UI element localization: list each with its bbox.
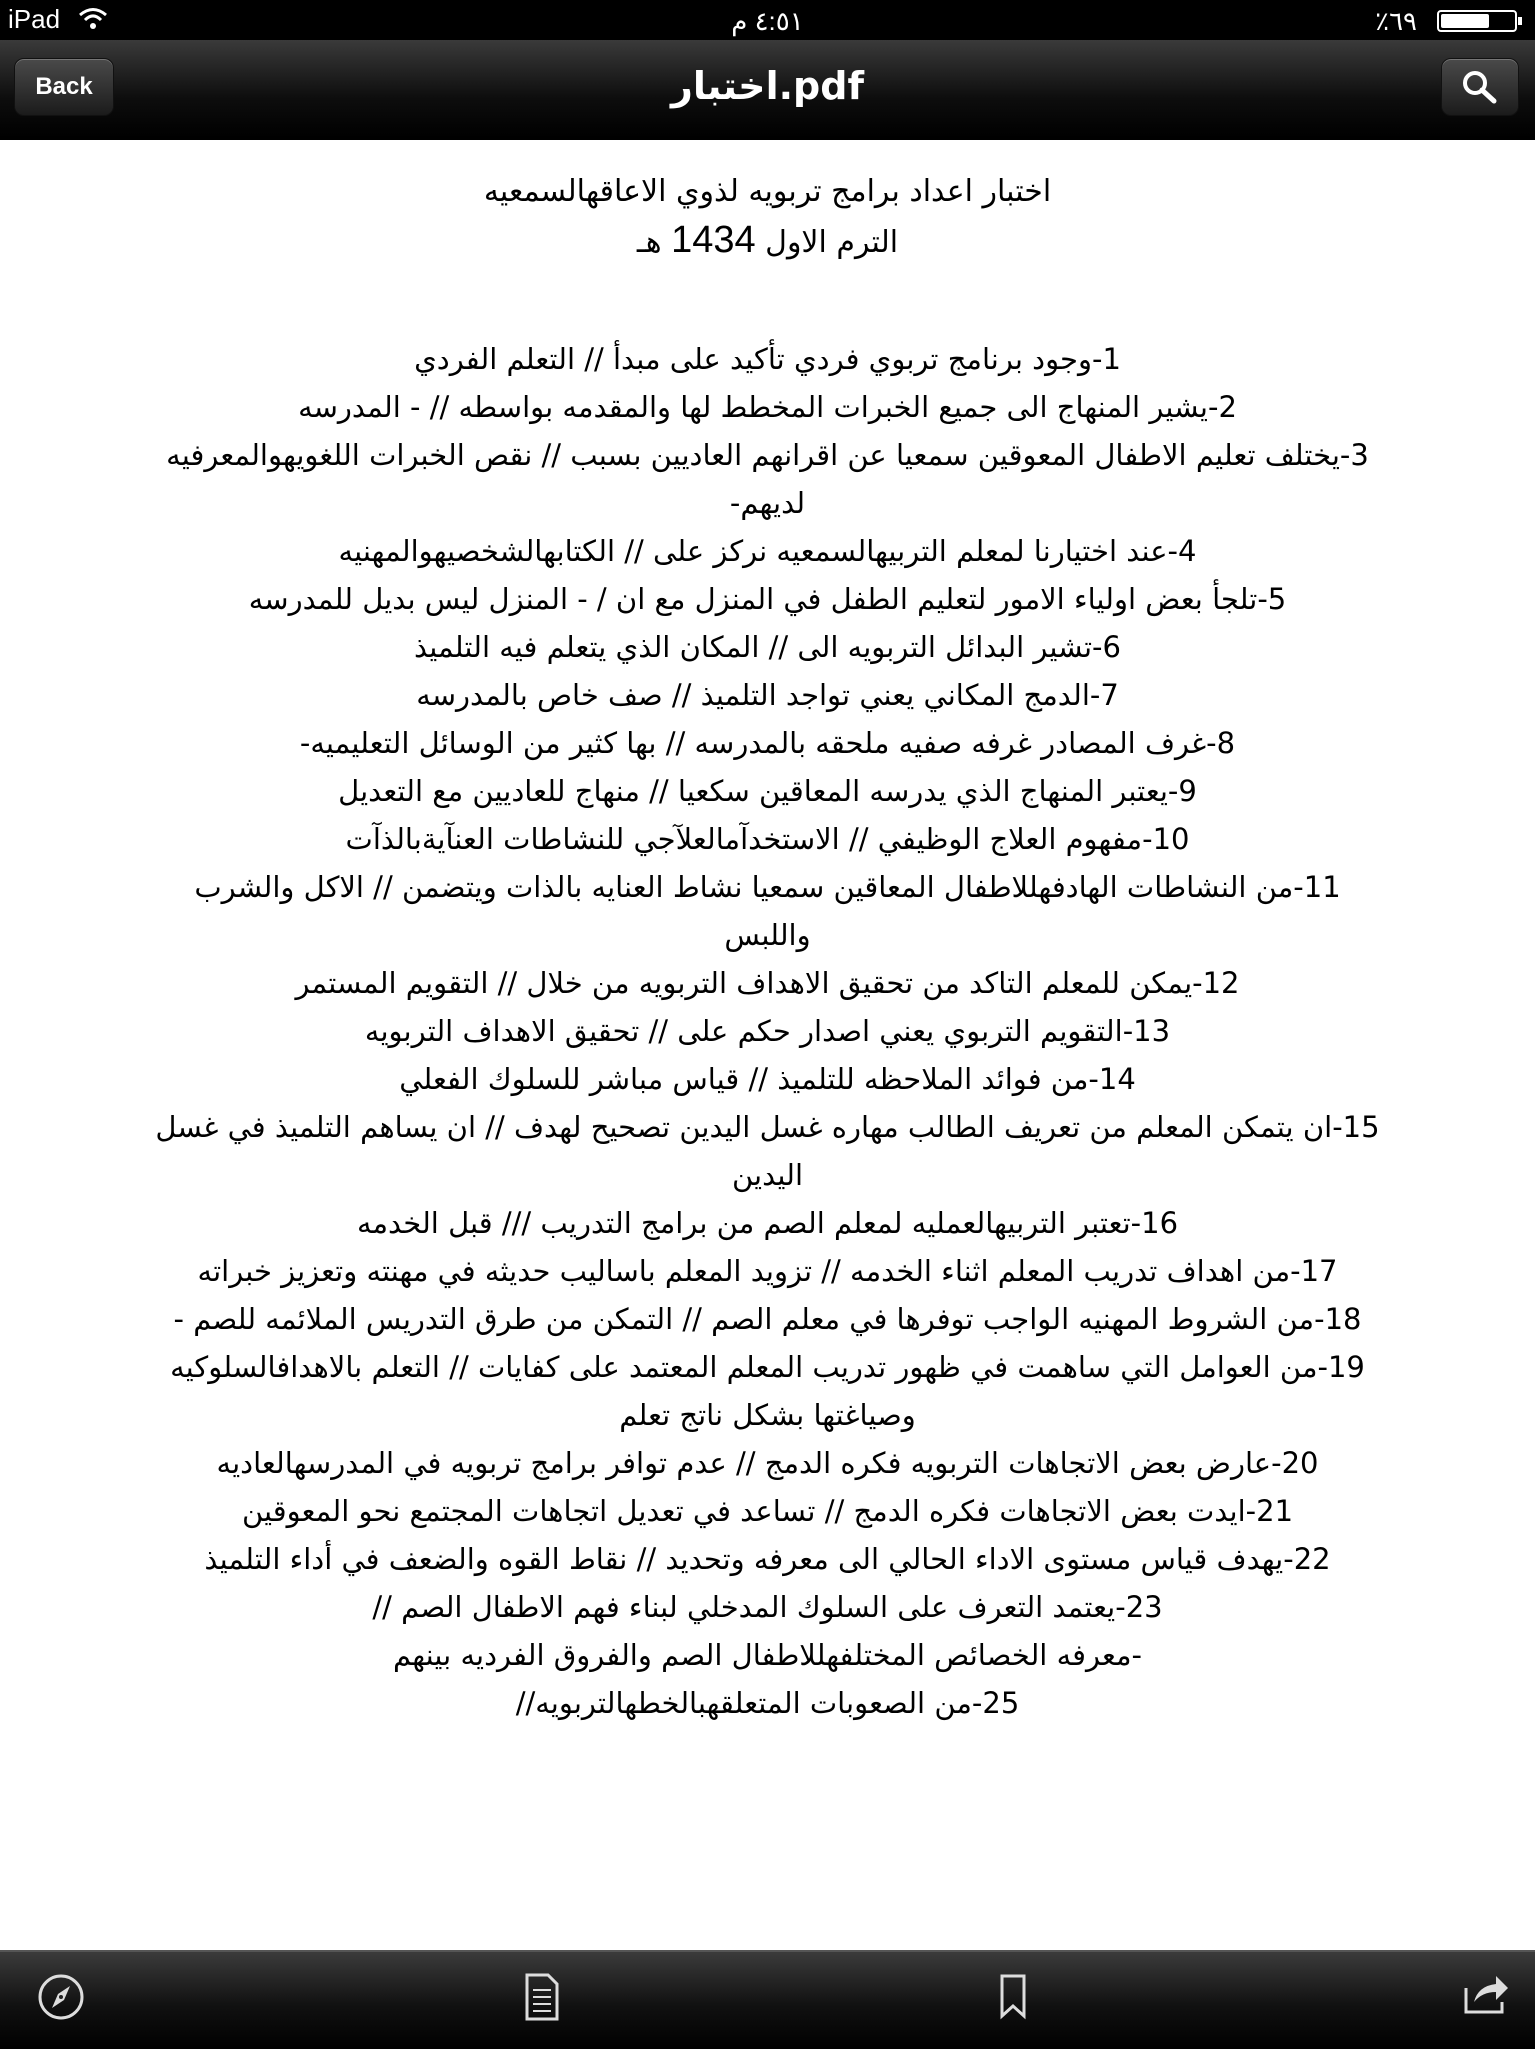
question-item: 12-يمكن للمعلم التاكد من تحقيق الاهداف التربويه من خلال // التقويم المستمر: [295, 966, 1240, 1000]
question-item: 2-يشير المنهاج الى جميع الخبرات المخطط لها والمقدمه بواسطه // - المدرسه: [298, 390, 1237, 424]
navigation-bar: [0, 40, 1535, 140]
question-item: 13-التقويم التربوي يعني اصدار حكم على // تحقيق الاهداف التربويه: [364, 1014, 1171, 1048]
question-item: 1-وجود برنامج تربوي فردي تأكيد على مبدأ // التعلم الفردي: [414, 342, 1121, 376]
battery-percentage: ٪٦٩: [1375, 6, 1417, 36]
question-item: 18-من الشروط المهنيه الواجب توفرها في معلم الصم // التمكن من طرق التدريس الملائمه للصم -: [173, 1302, 1362, 1336]
question-item: 3-يختلف تعليم الاطفال المعوقين سمعيا عن اقرانهم العاديين بسبب // نقص الخبرات اللغويهوالمعرفيه لديهم-: [166, 438, 1369, 520]
question-item: -معرفه الخصائص المختلفهللاطفال الصم والفروق الفرديه بينهم: [393, 1638, 1142, 1672]
question-item: 8-غرف المصادر غرفه صفيه ملحقه بالمدرسه // بها كثير من الوسائل التعليميه-: [299, 726, 1236, 760]
question-item: 16-تعتبر التربيهالعمليه لمعلم الصم من برامج التدريب /// قبل الخدمه: [356, 1206, 1179, 1240]
question-list: [0, 335, 1535, 1727]
search-button[interactable]: [1441, 58, 1519, 116]
device-name: iPad: [8, 4, 61, 34]
battery-fill: [1441, 14, 1489, 28]
question-item: 20-عارض بعض الاتجاهات التربويه فكره الدمج // عدم توافر برامج تربويه في المدرسهالعاديه: [216, 1446, 1319, 1480]
document-icon[interactable]: [524, 1972, 560, 2022]
question-item: 5-تلجأ بعض اولياء الامور لتعليم الطفل في المنزل مع ان / - المنزل ليس بديل للمدرسه: [248, 582, 1287, 616]
bottom-toolbar: [0, 1950, 1535, 2049]
question-item: 9-يعتبر المنهاج الذي يدرسه المعاقين سكعيا // منهاج للعاديين مع التعديل: [338, 774, 1197, 808]
question-item: 6-تشير البدائل التربويه الى // المكان الذي يتعلم فيه التلميذ: [414, 630, 1121, 664]
status-time: ٤:٥١ م: [731, 6, 804, 36]
question-item: 23-يعتمد التعرف على السلوك المدخلي لبناء فهم الاطفال الصم //: [372, 1590, 1163, 1624]
status-bar: [0, 0, 1535, 40]
document-heading: [0, 168, 1535, 267]
search-icon: [1460, 69, 1500, 105]
question-item: 10-مفهوم العلاج الوظيفي // الاستخدآمالعلآجي للنشاطات العنآيةبالذآت: [345, 822, 1190, 856]
question-item: 7-الدمج المكاني يعني تواجد التلميذ // صف خاص بالمدرسه: [416, 678, 1119, 712]
pdf-document-view[interactable]: [0, 140, 1535, 1950]
share-icon[interactable]: [1462, 1972, 1510, 2016]
question-item: 4-عند اختيارنا لمعلم التربيهالسمعيه نركز على // الكتابهالشخصيهوالمهنيه: [338, 534, 1197, 568]
question-item: 19-من العوامل التي ساهمت في ظهور تدريب المعلم المعتمد على كفايات // التعلم بالاهدافالسلوكيه وصياغتها بشكل ناتج تعلم: [170, 1350, 1365, 1432]
question-item: 21-ايدت بعض الاتجاهات فكره الدمج // تساعد في تعديل اتجاهات المجتمع نحو المعوقين: [241, 1494, 1294, 1528]
battery-nub: [1518, 17, 1522, 25]
back-button[interactable]: Back: [14, 58, 114, 116]
document-title: اختبار.pdf: [671, 64, 864, 108]
question-item: 14-من فوائد الملاحظه للتلميذ // قياس مباشر للسلوك الفعلي: [399, 1062, 1136, 1096]
question-item: 25-من الصعوبات المتعلقهبالخطهالتربويه//: [515, 1686, 1020, 1720]
question-item: 15-ان يتمكن المعلم من تعريف الطالب مهاره غسل اليدين تصحيح لهدف // ان يساهم التلميذ في غسل اليدين: [155, 1110, 1380, 1192]
bookmark-icon[interactable]: [998, 1972, 1028, 2022]
question-item: 11-من النشاطات الهادفهللاطفال المعاقين سمعيا نشاط العنايه بالذات ويتضمن // الاكل والشرب واللبس: [194, 870, 1341, 952]
heading-year: 1434: [671, 219, 756, 261]
compass-icon[interactable]: [36, 1972, 86, 2022]
question-item: 22-يهدف قياس مستوى الاداء الحالي الى معرفه وتحديد // نقاط القوه والضعف في أداء التلميذ: [204, 1542, 1331, 1576]
heading-line-2: [0, 216, 1535, 267]
question-item: 17-من اهداف تدريب المعلم اثناء الخدمه // تزويد المعلم باساليب حديثه في مهنته وتعزيز خبراته: [197, 1254, 1338, 1288]
heading-term: الترم الاول: [755, 225, 899, 260]
battery-icon: [1437, 10, 1517, 32]
heading-line-1: اختبار اعداد برامج تربويه لذوي الاعاقهالسمعيه: [483, 174, 1052, 209]
heading-hijri: هـ: [636, 225, 672, 260]
